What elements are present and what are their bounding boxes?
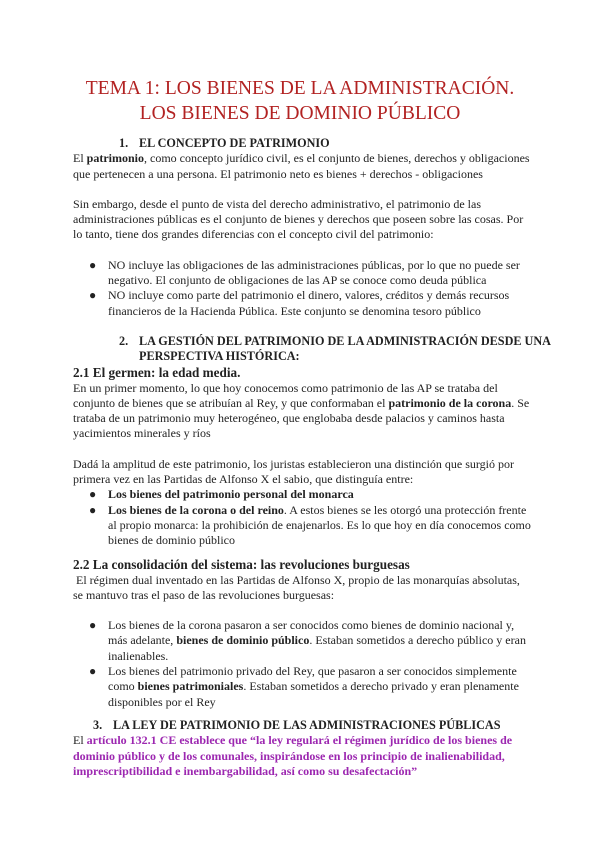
text-line: primera vez en las Partidas de Alfonso X el sabio, que distinguía entre:: [73, 472, 414, 487]
bullet-icon: ●: [89, 487, 97, 502]
spacer: [73, 603, 533, 618]
section-1-paragraph-2: [73, 197, 533, 243]
spacer: [73, 549, 533, 557]
text-line: El régimen dual inventado en las Partidas de Alfonso X, propio de las monarquías absolutas,: [76, 572, 520, 587]
list-item: [73, 288, 533, 319]
section-2-title-cont: PERSPECTIVA HISTÓRICA:: [139, 349, 300, 364]
list-item: [73, 664, 533, 710]
subsection-2-2-heading: 2.2 La consolidación del sistema: las revoluciones burguesas: [73, 556, 410, 572]
text-line: [73, 151, 533, 166]
bullet-icon: ●: [89, 502, 97, 517]
text-line: [108, 679, 533, 694]
section-1-number: 1.: [119, 136, 129, 150]
text-line: disponibles por el Rey: [108, 694, 216, 709]
section-2-number: 2.: [119, 333, 129, 348]
text-line: inalienables.: [108, 648, 169, 663]
document-body: [73, 136, 551, 779]
text-line: Dadá la amplitud de este patrimonio, los juristas establecieron una distinción que surgió por: [73, 456, 515, 471]
title-line-2: LOS BIENES DE DOMINIO PÚBLICO: [139, 103, 461, 124]
section-3-title: LA LEY DE PATRIMONIO DE LAS ADMINISTRACIONES PÚBLICAS: [113, 717, 501, 732]
spacer: [73, 319, 533, 334]
spacer: [73, 182, 533, 197]
spacer: [73, 243, 533, 258]
text: . Se: [511, 395, 530, 410]
text: El: [73, 733, 87, 748]
section-1-paragraph-1: [73, 151, 533, 182]
text: El: [73, 151, 87, 166]
text-line: al propio monarca: la prohibición de enajenarlos. Es lo que hoy en día conocemos como: [108, 517, 531, 532]
page-title: [40, 76, 560, 126]
list-item: [73, 503, 533, 549]
section-2-paragraph-2: [73, 457, 533, 488]
section-1-title: EL CONCEPTO DE PATRIMONIO: [139, 136, 330, 150]
section-2-heading: [119, 333, 551, 365]
heading-line: [119, 333, 551, 349]
title-line-1: TEMA 1: LOS BIENES DE LA ADMINISTRACIÓN.: [85, 78, 515, 99]
text-line: NO incluye las obligaciones de las administraciones públicas, por lo que no puede ser: [108, 257, 520, 272]
list-item: [73, 487, 533, 502]
text-line: que pertenecen a una persona. El patrimonio neto es bienes + derechos - obligaciones: [73, 166, 483, 181]
section-2-paragraph-3: [73, 573, 533, 604]
text-line: se mantuvo tras el paso de las revoluciones burguesas:: [73, 587, 335, 602]
text-line: administraciones públicas es el conjunto de bienes y derechos que poseen sobre las cosas. Por: [73, 212, 524, 227]
text: , como concepto jurídico civil, es el conjunto de bienes, derechos y obligaciones: [144, 151, 530, 166]
section-2-title: LA GESTIÓN DEL PATRIMONIO DE LA ADMINISTRACIÓN DESDE UNA: [139, 333, 551, 348]
bold-term: bienes de dominio público: [176, 633, 310, 648]
highlighted-quote: imprescriptibilidad e inembargabilidad, así como su desafectación”: [73, 763, 418, 778]
section-2-bullet-list-2: [73, 618, 533, 710]
list-item: [73, 258, 533, 289]
section-3-number: 3.: [93, 717, 103, 732]
highlighted-quote: dominio público y de los comunales, inspirándose en los principio de inalienabilidad,: [73, 748, 505, 763]
text-line: [73, 733, 533, 748]
section-1-bullet-list: [73, 258, 533, 319]
text: . Estaban sometidos a derecho público y eran: [309, 633, 526, 648]
text: más adelante,: [108, 633, 177, 648]
section-2-bullet-list: [73, 487, 533, 548]
section-3-paragraph: [73, 733, 533, 779]
spacer: [73, 710, 533, 718]
bullet-icon: ●: [89, 257, 97, 272]
text-line: Los bienes del patrimonio privado del Rey, que pasaron a ser conocidos simplemente: [108, 664, 517, 679]
text-line: En un primer momento, lo que hoy conocemos como patrimonio de las AP se trataba del: [73, 380, 498, 395]
text-line: [73, 396, 533, 411]
highlighted-quote: artículo 132.1 CE establece que “la ley regulará el régimen jurídico de los bienes de: [86, 733, 513, 748]
bold-term: patrimonio: [86, 151, 145, 166]
bullet-icon: ●: [89, 664, 97, 679]
bold-term: bienes patrimoniales: [137, 679, 244, 694]
text-line: [108, 503, 533, 518]
text-line: trataba de un patrimonio muy heterogéneo, que englobaba desde palacios y caminos hasta: [73, 411, 505, 426]
text-line: [108, 633, 533, 648]
bold-term: Los bienes del patrimonio personal del monarca: [108, 487, 354, 502]
text: . Estaban sometidos a derecho privado y eran plenamente: [243, 679, 519, 694]
text-line: yacimientos minerales y ríos: [73, 426, 211, 441]
bold-term: Los bienes de la corona o del reino: [108, 502, 284, 517]
text-line: Sin embargo, desde el punto de vista del derecho administrativo, el patrimonio de las: [73, 196, 482, 211]
text-line: negativo. El conjunto de obligaciones de las AP se conoce como deuda pública: [108, 273, 487, 288]
text-line: NO incluye como parte del patrimonio el dinero, valores, créditos y demás recursos: [108, 288, 510, 303]
text: como: [108, 679, 138, 694]
list-item: [73, 618, 533, 664]
section-3-heading: [93, 718, 533, 733]
spacer: [73, 442, 533, 457]
subsection-2-1-heading: 2.1 El germen: la edad media.: [73, 364, 241, 380]
section-2-paragraph-1: [73, 381, 533, 442]
text-line: Los bienes de la corona pasaron a ser conocidos como bienes de dominio nacional y,: [108, 618, 515, 633]
bullet-icon: ●: [89, 288, 97, 303]
text-line: [108, 487, 533, 502]
section-1-heading: [119, 136, 533, 151]
bullet-icon: ●: [89, 618, 97, 633]
text: . A estos bienes se les otorgó una protección frente: [283, 502, 527, 517]
text-line: bienes de dominio público: [108, 533, 235, 548]
text-line: lo tanto, tiene dos grandes diferencias con el concepto civil del patrimonio:: [73, 227, 434, 242]
text-line: financieros de la Hacienda Pública. Este conjunto se denomina tesoro público: [108, 303, 481, 318]
text: conjunto de bienes que se atribuían al Rey, y que conformaban el: [73, 395, 389, 410]
bold-term: patrimonio de la corona: [388, 395, 512, 410]
